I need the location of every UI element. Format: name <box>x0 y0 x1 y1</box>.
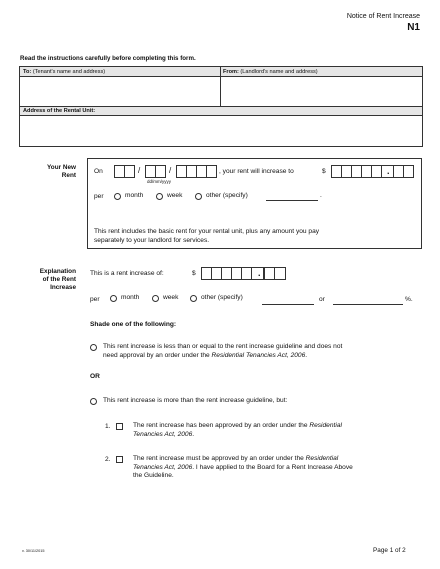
applied-to-board-text: The rent increase must be approved by an order under the Residential Tenancies Act, 2006. I have applied to the Board for a Rent Increase Above the Guideline. <box>133 455 353 479</box>
new-rent-other-specify-field[interactable] <box>266 200 318 201</box>
period-end: . <box>320 192 322 199</box>
from-label: From: (Landlord's name and address) <box>223 69 318 75</box>
sub-option-1-number: 1. <box>105 423 111 430</box>
version-label: v. 30/11/2015 <box>22 549 45 553</box>
date-month-2[interactable] <box>155 165 166 178</box>
date-year-4[interactable] <box>206 165 217 178</box>
new-rent-cents-2[interactable] <box>403 165 414 178</box>
page-number: Page 1 of 2 <box>373 547 406 554</box>
rental-unit-address-label: Address of the Rental Unit: <box>23 108 96 114</box>
week-option-label: week <box>167 192 183 199</box>
form-title: Notice of Rent Increase <box>346 13 420 20</box>
shade-heading: Shade one of the following: <box>90 321 177 328</box>
on-label: On <box>94 168 103 175</box>
increase-month-label: month <box>121 294 140 301</box>
to-label: To: (Tenant's name and address) <box>23 69 106 75</box>
explanation-section-label: Explanation of the Rent Increase <box>39 268 76 291</box>
new-rent-month-radio[interactable] <box>114 193 121 200</box>
new-rent-section-label: Your New Rent <box>47 164 76 179</box>
parties-table <box>19 66 423 147</box>
tenant-name-address-field[interactable] <box>21 78 219 105</box>
other-option-label: other (specify) <box>206 192 248 199</box>
instructions-text: Read the instructions carefully before completing this form. <box>20 55 196 62</box>
guideline-option-text: This rent increase is less than or equal to the rent increase guideline and does not need approval by an order under the Residential Tenancies Act, 2006. <box>103 343 343 359</box>
above-guideline-text: This rent increase is more than the rent increase guideline, but: <box>103 397 288 404</box>
basic-rent-note: This rent includes the basic rent for your rental unit, plus any amount you pay separately to your landlord for services. <box>94 228 320 244</box>
above-guideline-radio[interactable] <box>90 398 97 405</box>
landlord-name-address-field[interactable] <box>222 78 420 105</box>
guideline-option-radio[interactable] <box>90 344 97 351</box>
form-code: N1 <box>407 22 420 33</box>
rental-unit-address-field[interactable] <box>21 117 421 146</box>
increase-week-radio[interactable] <box>152 295 159 302</box>
date-format-hint: dd/mm/yyyy <box>147 179 172 184</box>
or-heading: OR <box>90 373 100 380</box>
approved-order-text: The rent increase has been approved by an order under the Residential Tenancies Act, 2006. <box>133 422 342 438</box>
increase-other-specify-field[interactable] <box>262 304 314 305</box>
per-label: per <box>94 193 104 200</box>
increase-other-label: other (specify) <box>201 294 243 301</box>
applied-to-board-checkbox[interactable] <box>116 456 123 463</box>
increase-per-label: per <box>90 296 100 303</box>
new-rent-week-radio[interactable] <box>156 193 163 200</box>
sub-option-2-number: 2. <box>105 456 111 463</box>
or-label: or <box>319 296 325 303</box>
increase-week-label: week <box>163 294 179 301</box>
percent-label: %. <box>405 296 413 303</box>
approved-order-checkbox[interactable] <box>116 423 123 430</box>
increase-currency-symbol: $ <box>192 270 196 277</box>
increase-percent-field[interactable] <box>333 304 403 305</box>
rent-increase-to-text: , your rent will increase to <box>219 168 294 175</box>
increase-cents-2[interactable] <box>274 267 286 280</box>
currency-symbol: $ <box>322 168 326 175</box>
month-option-label: month <box>125 192 144 199</box>
increase-other-radio[interactable] <box>190 295 197 302</box>
new-rent-other-radio[interactable] <box>195 193 202 200</box>
date-day-2[interactable] <box>124 165 135 178</box>
increase-month-radio[interactable] <box>110 295 117 302</box>
increase-of-label: This is a rent increase of: <box>90 270 164 277</box>
